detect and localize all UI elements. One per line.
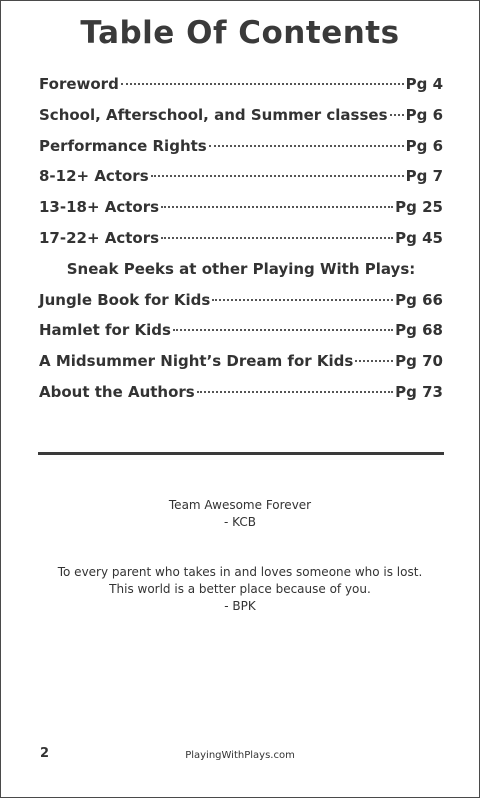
toc-entry-label: 13-18+ Actors [39,198,160,217]
toc-entry-page: Pg 45 [395,228,443,247]
toc-entry-page: Pg 7 [405,167,443,186]
toc-entry-13-18-actors [39,198,443,229]
dot-leader [161,206,393,208]
dot-leader [121,83,404,85]
dedication-text: This world is a better place because of you. [109,582,371,596]
toc-entry-jungle-book [39,291,443,322]
toc-entry-midsummer [39,352,443,383]
toc-entry-page: Pg 66 [395,290,443,309]
footer-website: PlayingWithPlays.com [185,750,295,761]
dedication-bpk [1,564,479,615]
toc-entry-page: Pg 68 [395,321,443,340]
toc-entry-about-authors [39,383,443,414]
toc-entry-foreword [39,75,443,106]
sneak-peeks-heading: Sneak Peeks at other Playing With Plays: [66,259,416,278]
dot-leader [151,175,404,177]
toc-entry-page: Pg 6 [405,136,443,155]
page-number: 2 [40,746,50,761]
dedication-kcb [1,497,479,531]
toc-entry-hamlet [39,321,443,352]
toc-entry-page: Pg 25 [395,198,443,217]
toc-entry-label: 17-22+ Actors [39,228,160,247]
toc-entry-label: A Midsummer Night’s Dream for Kids [39,352,354,371]
toc-entry-label: About the Authors [39,382,195,401]
toc-entry-17-22-actors [39,229,443,260]
toc-entry-label: Performance Rights [39,136,207,155]
table-of-contents [39,75,443,414]
dedication-text: Team Awesome Forever [168,498,312,512]
dedication-signature: - BPK [224,599,256,613]
toc-entry-label: School, Afterschool, and Summer classes [39,105,388,124]
dot-leader [209,145,404,147]
toc-entry-page: Pg 73 [395,382,443,401]
section-divider [38,452,444,455]
dedication-signature: - KCB [224,515,256,529]
toc-entry-label: Jungle Book for Kids [39,290,211,309]
toc-entry-page: Pg 70 [395,352,443,371]
dot-leader [197,391,393,393]
toc-entry-label: Hamlet for Kids [39,321,171,340]
toc-entry-page: Pg 4 [405,75,443,93]
dot-leader [355,360,393,362]
toc-entry-page: Pg 6 [405,105,443,124]
dot-leader [161,237,393,239]
toc-entry-classes [39,106,443,137]
dedication-text: To every parent who takes in and loves someone who is lost. [57,565,423,579]
toc-entry-8-12-actors [39,167,443,198]
toc-entry-label: 8-12+ Actors [39,167,149,186]
toc-entry-performance-rights [39,137,443,168]
dot-leader [173,329,393,331]
toc-entry-label: Foreword [39,75,119,93]
dot-leader [212,299,393,301]
page-title: Table Of Contents [80,15,400,51]
dot-leader [390,114,404,116]
